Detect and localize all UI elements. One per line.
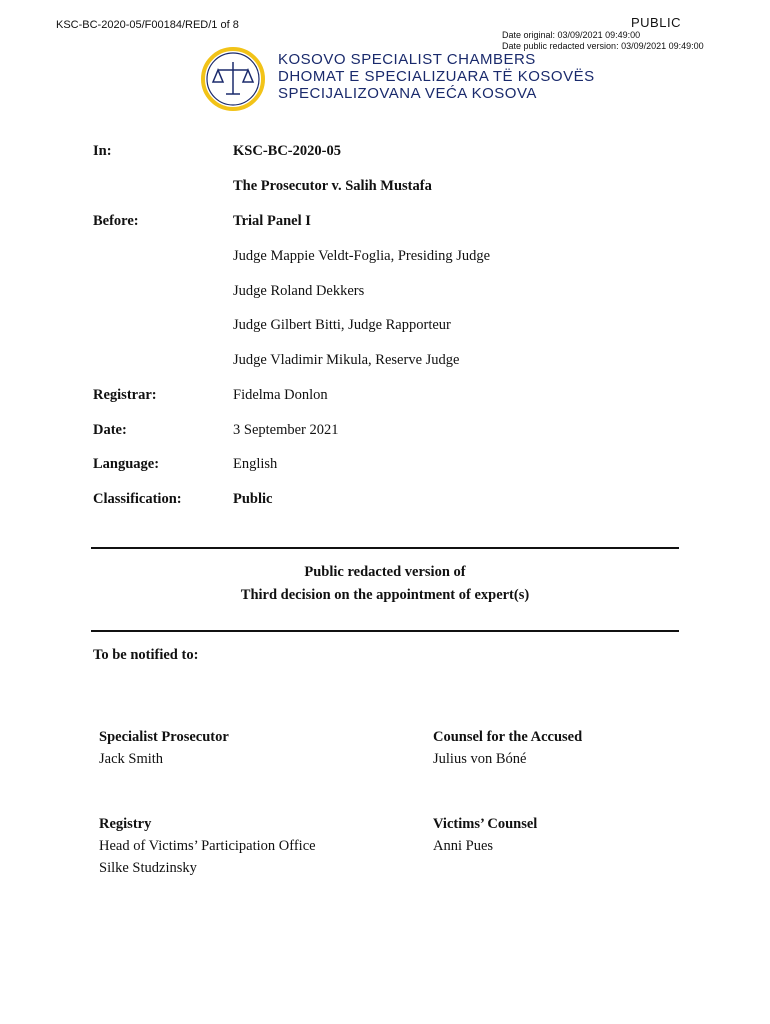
date-value: 3 September 2021	[233, 422, 339, 438]
classification-label: Classification:	[93, 491, 182, 507]
in-label: In:	[93, 143, 112, 159]
party-role: Registry	[99, 816, 152, 832]
notified-heading: To be notified to:	[93, 647, 199, 663]
institution-name-sq: DHOMAT E SPECIALIZUARA TË KOSOVËS	[278, 68, 595, 85]
institution-name-en: KOSOVO SPECIALIST CHAMBERS	[278, 51, 536, 68]
document-title-line1: Public redacted version of	[304, 564, 466, 580]
party-member: Silke Studzinsky	[99, 860, 197, 876]
party-role: Counsel for the Accused	[433, 729, 583, 745]
party-registry	[99, 813, 316, 879]
scales-of-justice-icon	[213, 62, 253, 94]
judge-item: Judge Roland Dekkers	[233, 283, 365, 299]
party-counsel-accused	[433, 726, 582, 770]
judge-item: Judge Vladimir Mikula, Reserve Judge	[233, 352, 460, 368]
case-number: KSC-BC-2020-05	[233, 143, 341, 159]
date-redacted: Date public redacted version: 03/09/2021 09:49:00	[502, 41, 704, 51]
registrar-label: Registrar:	[93, 387, 157, 403]
kosovo-specialist-chambers-logo	[200, 46, 266, 112]
document-reference: KSC-BC-2020-05/F00184/RED/1 of 8	[56, 19, 239, 31]
title-bottom-rule	[91, 630, 679, 632]
institution-name-sr: SPECIJALIZOVANA VEĆA KOSOVA	[278, 85, 537, 102]
public-stamp: PUBLIC	[631, 15, 681, 30]
judge-item: Judge Mappie Veldt-Foglia, Presiding Judge	[233, 248, 491, 264]
party-member: Head of Victims’ Participation Office	[99, 838, 316, 854]
before-label: Before:	[93, 213, 139, 229]
trial-panel: Trial Panel I	[233, 213, 311, 229]
language-value: English	[233, 456, 278, 472]
date-original: Date original: 03/09/2021 09:49:00	[502, 30, 641, 40]
registrar-value: Fidelma Donlon	[233, 387, 328, 403]
party-member: Jack Smith	[99, 751, 164, 767]
party-role: Victims’ Counsel	[433, 816, 538, 832]
judge-item: Judge Gilbert Bitti, Judge Rapporteur	[233, 317, 451, 333]
party-role: Specialist Prosecutor	[99, 729, 229, 745]
title-top-rule	[91, 547, 679, 549]
party-victims-counsel	[433, 813, 537, 857]
classification-value: Public	[233, 491, 273, 507]
case-name: The Prosecutor v. Salih Mustafa	[233, 178, 432, 194]
document-title-line2: Third decision on the appointment of expert(s)	[240, 587, 530, 603]
date-label: Date:	[93, 422, 127, 438]
party-member: Anni Pues	[433, 838, 494, 854]
language-label: Language:	[93, 456, 160, 472]
party-specialist-prosecutor	[99, 726, 229, 770]
party-member: Julius von Bóné	[433, 751, 527, 767]
